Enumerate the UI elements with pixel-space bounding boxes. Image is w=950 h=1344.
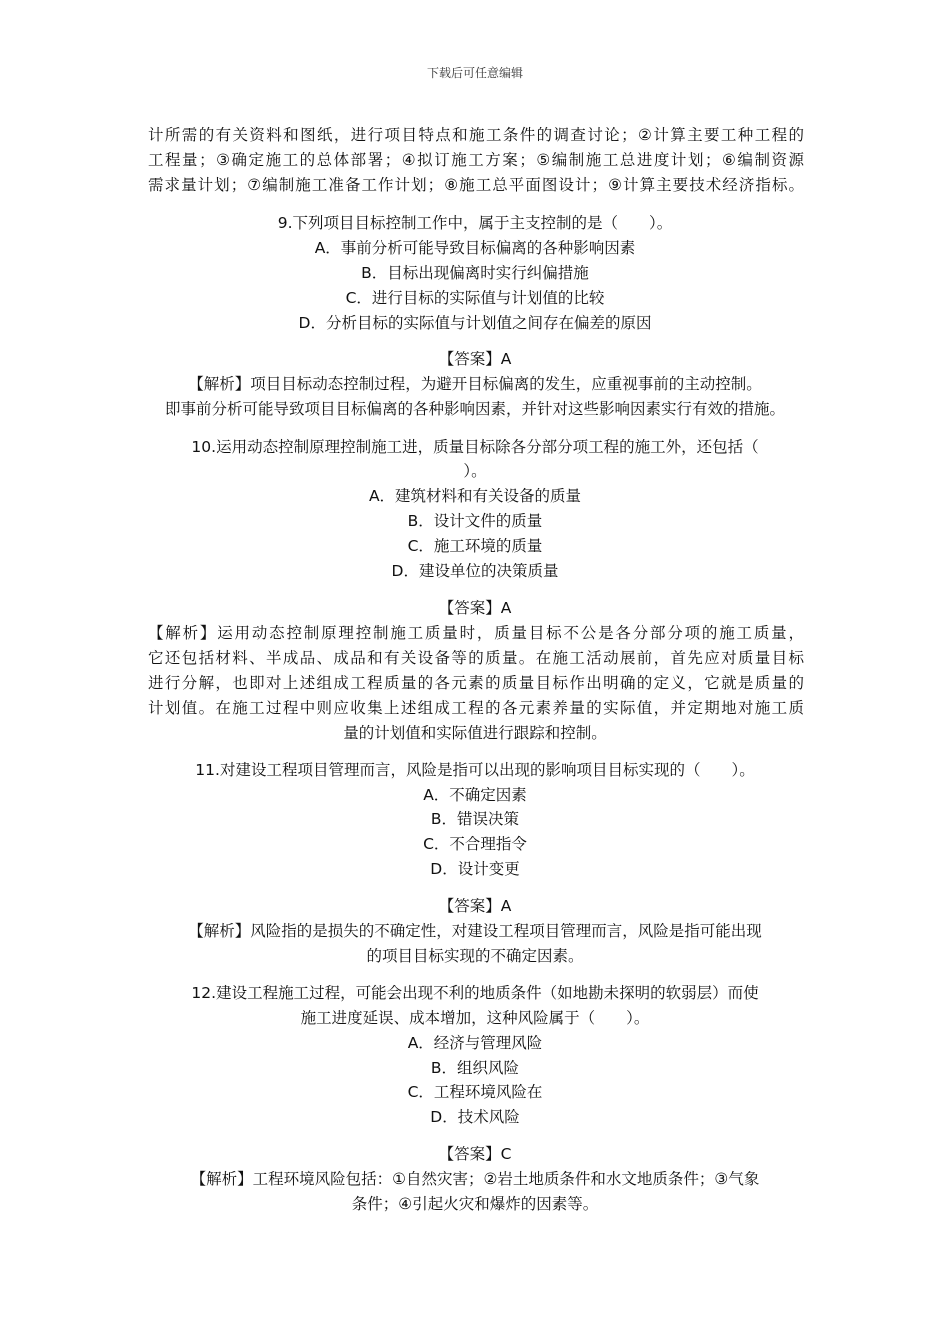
q9-option-b: B．目标出现偏离时实行纠偏措施 [361,264,589,282]
q12-question-line-2: 施工进度延误、成本增加，这种风险属于（ ）。 [300,1009,650,1027]
intro-line-1: 计所需的有关资料和图纸，进行项目特点和施工条件的调查讨论；②计算主要工种工程的 [148,126,804,144]
q11-option-a: A．不确定因素 [423,786,527,804]
q12-analysis-line-1: 【解析】工程环境风险包括：①自然灾害；②岩土地质条件和水文地质条件；③气象 [190,1170,760,1188]
q10-analysis-line-1: 【解析】运用动态控制原理控制施工质量时，质量目标不公是各分部分项的施工质量， [148,624,804,642]
q11-option-b: B．错误决策 [430,810,520,828]
q12-option-a: A．经济与管理风险 [407,1034,543,1052]
q10-option-d: D．建设单位的决策质量 [391,562,559,580]
page-header: 下载后可任意编辑 [426,66,523,80]
q9-option-c: C．进行目标的实际值与计划值的比较 [345,289,605,307]
q11-analysis-line-1: 【解析】风险指的是损失的不确定性，对建设工程项目管理而言，风险是指可能出现 [188,922,762,940]
q12-option-b: B．组织风险 [430,1059,520,1077]
q10-option-c: C．施工环境的质量 [407,537,543,555]
q10-analysis-line-4: 计划值。在施工过程中则应收集上述组成工程的各元素养量的实际值，并定期地对施工质 [148,699,804,717]
q12-question-line-1: 12.建设工程施工过程，可能会出现不利的地质条件（如地勘未探明的软弱层）而使 [191,984,759,1002]
q10-analysis-line-3: 进行分解，也即对上述组成工程质量的各元素的质量目标作出明确的定义，它就是质量的 [148,674,804,692]
q10-analysis-line-5: 量的计划值和实际值进行跟踪和控制。 [343,724,607,742]
q11-question: 11.对建设工程项目管理而言，风险是指可以出现的影响项目目标实现的（ ）。 [195,761,755,779]
q11-option-d: D．设计变更 [430,860,520,878]
q9-question: 9.下列项目目标控制工作中，属于主支控制的是（ ）。 [277,214,673,232]
q9-answer: 【答案】A [438,350,512,368]
q9-option-a: A．事前分析可能导致目标偏离的各种影响因素 [314,239,636,257]
q10-question-line-1: 10.运用动态控制原理控制施工进，质量目标除各分部分项工程的施工外，还包括（ [191,438,759,456]
q10-option-b: B．设计文件的质量 [407,512,543,530]
q10-option-a: A．建筑材料和有关设备的质量 [368,487,582,505]
q11-option-c: C．不合理指令 [423,835,527,853]
q9-analysis-line-1: 【解析】项目目标动态控制过程，为避开目标偏离的发生，应重视事前的主动控制。 [188,375,762,393]
q12-option-c: C．工程环境风险在 [407,1083,543,1101]
q11-analysis-line-2: 的项目目标实现的不确定因素。 [366,947,584,965]
q9-option-d: D．分析目标的实际值与计划值之间存在偏差的原因 [298,314,652,332]
intro-line-3: 需求量计划；⑦编制施工准备工作计划；⑧施工总平面图设计；⑨计算主要技术经济指标。 [148,176,804,194]
q9-analysis-line-2: 即事前分析可能导致项目目标偏离的各种影响因素，并针对这些影响因素实行有效的措施。 [164,400,785,418]
q12-analysis-line-2: 条件；④引起火灾和爆炸的因素等。 [351,1195,599,1213]
q10-question-line-2: ）。 [463,462,487,480]
q10-answer: 【答案】A [438,599,512,617]
q12-answer: 【答案】C [438,1145,512,1163]
q12-option-d: D．技术风险 [430,1108,520,1126]
intro-line-2: 工程量；③确定施工的总体部署；④拟订施工方案；⑤编制施工总进度计划；⑥编制资源 [148,151,804,169]
q11-answer: 【答案】A [438,897,512,915]
q10-analysis-line-2: 它还包括材料、半成品、成品和有关设备等的质量。在施工活动展前，首先应对质量目标 [148,649,804,667]
